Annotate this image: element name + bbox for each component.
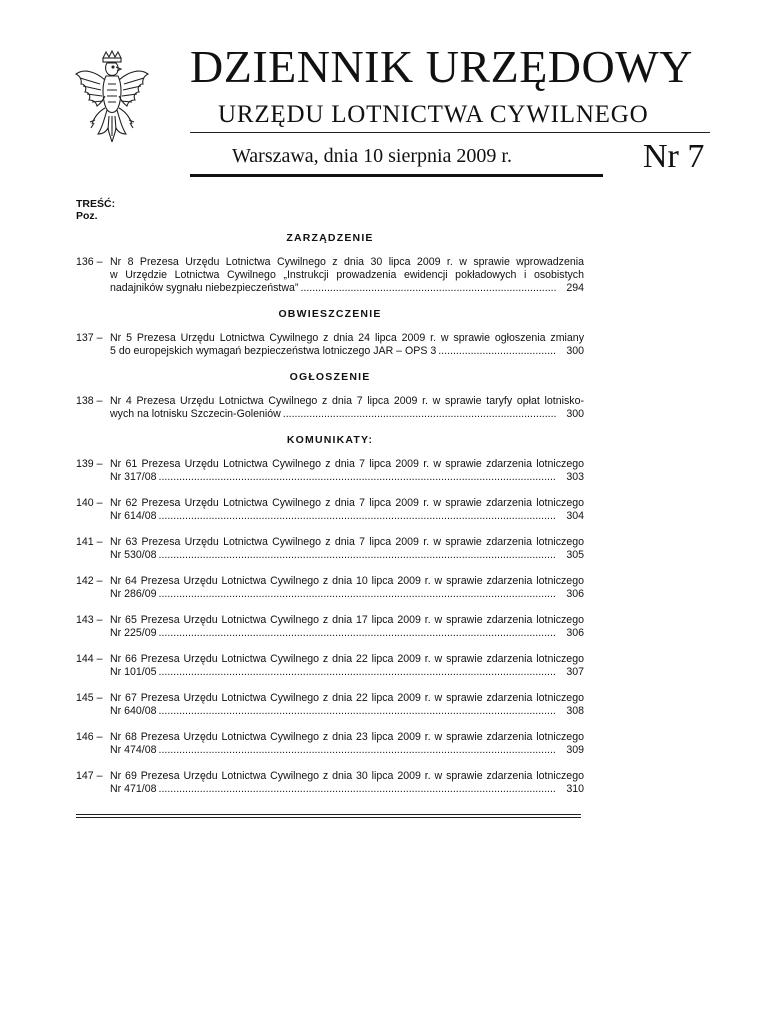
dot-leader [159, 510, 556, 523]
entry-line: Nr 530/08 [110, 549, 157, 561]
toc-entry [76, 332, 584, 358]
section-heading: OGŁOSZENIE [289, 371, 371, 383]
entry-page-number: 309 [566, 744, 584, 756]
toc-sections [76, 232, 584, 796]
entry-line: Nr 69 Prezesa Urzędu Lotnictwa Cywilnego z dnia 30 lipca 2009 r. w sprawie zdarzenia lotniczego [110, 770, 584, 782]
white-eagle-emblem-icon [72, 50, 152, 154]
end-rule [76, 817, 581, 818]
dot-leader [159, 471, 556, 484]
entry-line: nadajników sygnału niebezpieczeństwa” [110, 282, 299, 294]
entry-last-line [110, 705, 584, 718]
entry-description [108, 692, 584, 718]
entry-last-line [110, 744, 584, 757]
entry-line: Nr 614/08 [110, 510, 157, 522]
entry-page-number: 310 [566, 783, 584, 795]
entry-description [108, 497, 584, 523]
entry-description [108, 256, 584, 295]
entry-page-number: 294 [566, 282, 584, 294]
entry-line: Nr 63 Prezesa Urzędu Lotnictwa Cywilnego z dnia 7 lipca 2009 r. w sprawie zdarzenia lotniczego [110, 536, 584, 548]
section-heading: ZARZĄDZENIE [286, 232, 374, 244]
entry-page-number: 306 [566, 588, 584, 600]
issue-number: Nr 7 [643, 138, 705, 175]
entry-line: Nr 640/08 [110, 705, 157, 717]
entry-position-number: 144 – [76, 653, 103, 665]
entry-line: Nr 66 Prezesa Urzędu Lotnictwa Cywilnego z dnia 22 lipca 2009 r. w sprawie zdarzenia lotniczego [110, 653, 584, 665]
entry-position-number: 147 – [76, 770, 103, 782]
entry-last-line [110, 783, 584, 796]
entry-line: Nr 68 Prezesa Urzędu Lotnictwa Cywilnego z dnia 23 lipca 2009 r. w sprawie zdarzenia lotniczego [110, 731, 584, 743]
toc-entry [76, 653, 584, 679]
toc-entry [76, 614, 584, 640]
entry-description [108, 575, 584, 601]
toc-entry [76, 256, 584, 295]
entry-description [108, 536, 584, 562]
entry-position-number: 143 – [76, 614, 103, 626]
entry-description [108, 332, 584, 358]
toc-entry [76, 458, 584, 484]
entry-position-number: 137 – [76, 332, 103, 344]
entry-position-number: 136 – [76, 256, 103, 268]
entry-line: Nr 67 Prezesa Urzędu Lotnictwa Cywilnego z dnia 22 lipca 2009 r. w sprawie zdarzenia lotniczego [110, 692, 584, 704]
entry-description [108, 395, 584, 421]
entry-description [108, 770, 584, 796]
entry-last-line [110, 345, 584, 358]
issue-date: Warszawa, dnia 10 sierpnia 2009 r. [232, 145, 512, 167]
entry-line: Nr 225/09 [110, 627, 157, 639]
entry-last-line [110, 549, 584, 562]
entry-page-number: 308 [566, 705, 584, 717]
toc-entry [76, 497, 584, 523]
entry-line: Nr 101/05 [110, 666, 157, 678]
entry-line: 5 do europejskich wymagań bezpieczeństwa lotniczego JAR – OPS 3 [110, 345, 437, 357]
entry-line: Nr 317/08 [110, 471, 157, 483]
entry-page-number: 303 [566, 471, 584, 483]
entry-line: Nr 64 Prezesa Urzędu Lotnictwa Cywilnego z dnia 10 lipca 2009 r. w sprawie zdarzenia lotniczego [110, 575, 584, 587]
header-rule [190, 132, 710, 133]
entry-line: Nr 474/08 [110, 744, 157, 756]
entry-line: Nr 62 Prezesa Urzędu Lotnictwa Cywilnego z dnia 7 lipca 2009 r. w sprawie zdarzenia lotniczego [110, 497, 584, 509]
journal-subtitle: URZĘDU LOTNICTWA CYWILNEGO [218, 101, 649, 128]
dot-leader [159, 744, 556, 757]
entry-line: wych na lotnisku Szczecin-Goleniów [110, 408, 281, 420]
entry-line: Nr 286/09 [110, 588, 157, 600]
entry-last-line [110, 471, 584, 484]
entry-line: Nr 65 Prezesa Urzędu Lotnictwa Cywilnego z dnia 17 lipca 2009 r. w sprawie zdarzenia lotniczego [110, 614, 584, 626]
entry-page-number: 300 [566, 345, 584, 357]
dot-leader [283, 408, 556, 421]
dot-leader [159, 783, 556, 796]
dot-leader [159, 627, 556, 640]
toc-entry [76, 731, 584, 757]
toc-entry [76, 395, 584, 421]
entry-description [108, 653, 584, 679]
dot-leader [159, 705, 556, 718]
entry-position-number: 146 – [76, 731, 103, 743]
entry-line: w Urzędzie Lotnictwa Cywilnego „Instrukcji prowadzenia ewidencji pokładowych i osobistych [110, 269, 584, 281]
entry-page-number: 305 [566, 549, 584, 561]
toc-entry [76, 536, 584, 562]
entry-page-number: 300 [566, 408, 584, 420]
end-rule [76, 814, 581, 815]
entry-description [108, 458, 584, 484]
entry-last-line [110, 408, 584, 421]
entry-position-number: 138 – [76, 395, 103, 407]
section-heading: OBWIESZCZENIE [278, 308, 382, 320]
contents-label: TREŚĆ: [76, 198, 116, 210]
entry-last-line [110, 588, 584, 601]
entry-line: Nr 5 Prezesa Urzędu Lotnictwa Cywilnego z dnia 24 lipca 2009 r. w sprawie ogłoszenia zmiany [110, 332, 584, 344]
table-of-contents [76, 198, 584, 809]
entry-position-number: 139 – [76, 458, 103, 470]
section-heading: KOMUNIKATY: [286, 434, 374, 446]
entry-last-line [110, 666, 584, 679]
dot-leader [159, 666, 556, 679]
entry-description [108, 614, 584, 640]
entry-position-number: 140 – [76, 497, 103, 509]
entry-page-number: 304 [566, 510, 584, 522]
entry-line: Nr 8 Prezesa Urzędu Lotnictwa Cywilnego z dnia 30 lipca 2009 r. w sprawie wprowadzenia [110, 256, 584, 268]
entry-position-number: 141 – [76, 536, 103, 548]
dot-leader [159, 588, 556, 601]
entry-line: Nr 471/08 [110, 783, 157, 795]
entry-position-number: 142 – [76, 575, 103, 587]
entry-position-number: 145 – [76, 692, 103, 704]
position-label: Poz. [76, 210, 98, 222]
entry-line: Nr 61 Prezesa Urzędu Lotnictwa Cywilnego z dnia 7 lipca 2009 r. w sprawie zdarzenia lotniczego [110, 458, 584, 470]
header-thick-rule [190, 174, 603, 177]
entry-line: Nr 4 Prezesa Urzędu Lotnictwa Cywilnego z dnia 7 lipca 2009 r. w sprawie taryfy opłat lotnisko- [110, 395, 584, 407]
entry-description [108, 731, 584, 757]
dot-leader [438, 345, 556, 358]
entry-page-number: 306 [566, 627, 584, 639]
entry-last-line [110, 510, 584, 523]
dot-leader [159, 549, 556, 562]
toc-entry [76, 692, 584, 718]
journal-title: DZIENNIK URZĘDOWY [190, 41, 693, 92]
toc-entry [76, 575, 584, 601]
dot-leader [300, 282, 556, 295]
entry-page-number: 307 [566, 666, 584, 678]
entry-last-line [110, 627, 584, 640]
entry-last-line [110, 282, 584, 295]
toc-entry [76, 770, 584, 796]
